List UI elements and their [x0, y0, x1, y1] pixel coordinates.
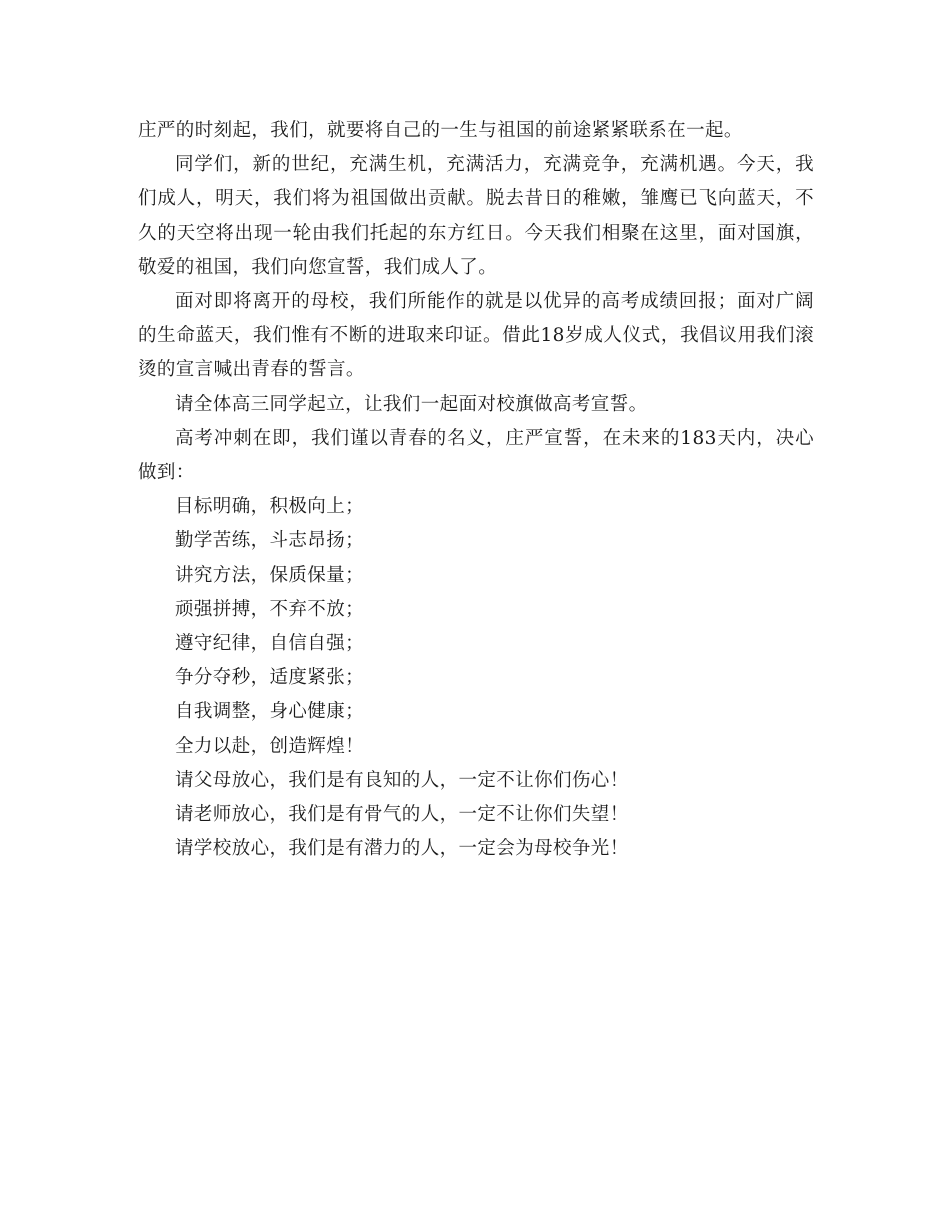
oath-line: 勤学苦练，斗志昂扬；	[175, 530, 365, 552]
closing-line-school: 请学校放心，我们是有潜力的人，一定会为母校争光！	[175, 838, 629, 860]
paragraph-alma-mater: 面对即将离开的母校，我们所能作的就是以优异的高考成绩回报；面对广阔的生命蓝天，我们惟有不断的进取来印证。借此18岁成人仪式，我倡议用我们滚烫的宣言喊出青春的誓言。	[138, 291, 814, 381]
oath-line: 目标明确，积极向上；	[175, 496, 365, 518]
paragraph-new-century: 同学们，新的世纪，充满生机，充满活力，充满竞争，充满机遇。今天，我们成人，明天，我们将为祖国做出贡献。脱去昔日的稚嫩，雏鹰已飞向蓝天，不久的天空将出现一轮由我们托起的东方红日。今天我们相聚在这里，面对国旗，敬爱的祖国，我们向您宣誓，我们成人了。	[138, 154, 814, 278]
oath-line: 自我调整，身心健康；	[175, 701, 365, 723]
closing-line-teachers: 请老师放心，我们是有骨气的人，一定不让你们失望！	[175, 804, 629, 826]
oath-line: 全力以赴，创造辉煌！	[175, 735, 365, 757]
paragraph-continuation: 庄严的时刻起，我们，就要将自己的一生与祖国的前途紧紧联系在一起。	[138, 120, 743, 141]
paragraph-oath-intro: 高考冲刺在即，我们谨以青春的名义，庄严宣誓，在未来的183天内，决心做到：	[138, 427, 814, 484]
paragraph-rise-for-oath: 请全体高三同学起立，让我们一起面对校旗做高考宣誓。	[175, 393, 648, 415]
document-body	[138, 114, 814, 866]
oath-line: 顽强拼搏，不弃不放；	[175, 598, 365, 620]
closing-line-parents: 请父母放心，我们是有良知的人，一定不让你们伤心！	[175, 769, 629, 791]
oath-line: 讲究方法，保质保量；	[175, 564, 365, 586]
oath-line: 遵守纪律，自信自强；	[175, 633, 365, 655]
oath-line: 争分夺秒，适度紧张；	[175, 667, 365, 689]
